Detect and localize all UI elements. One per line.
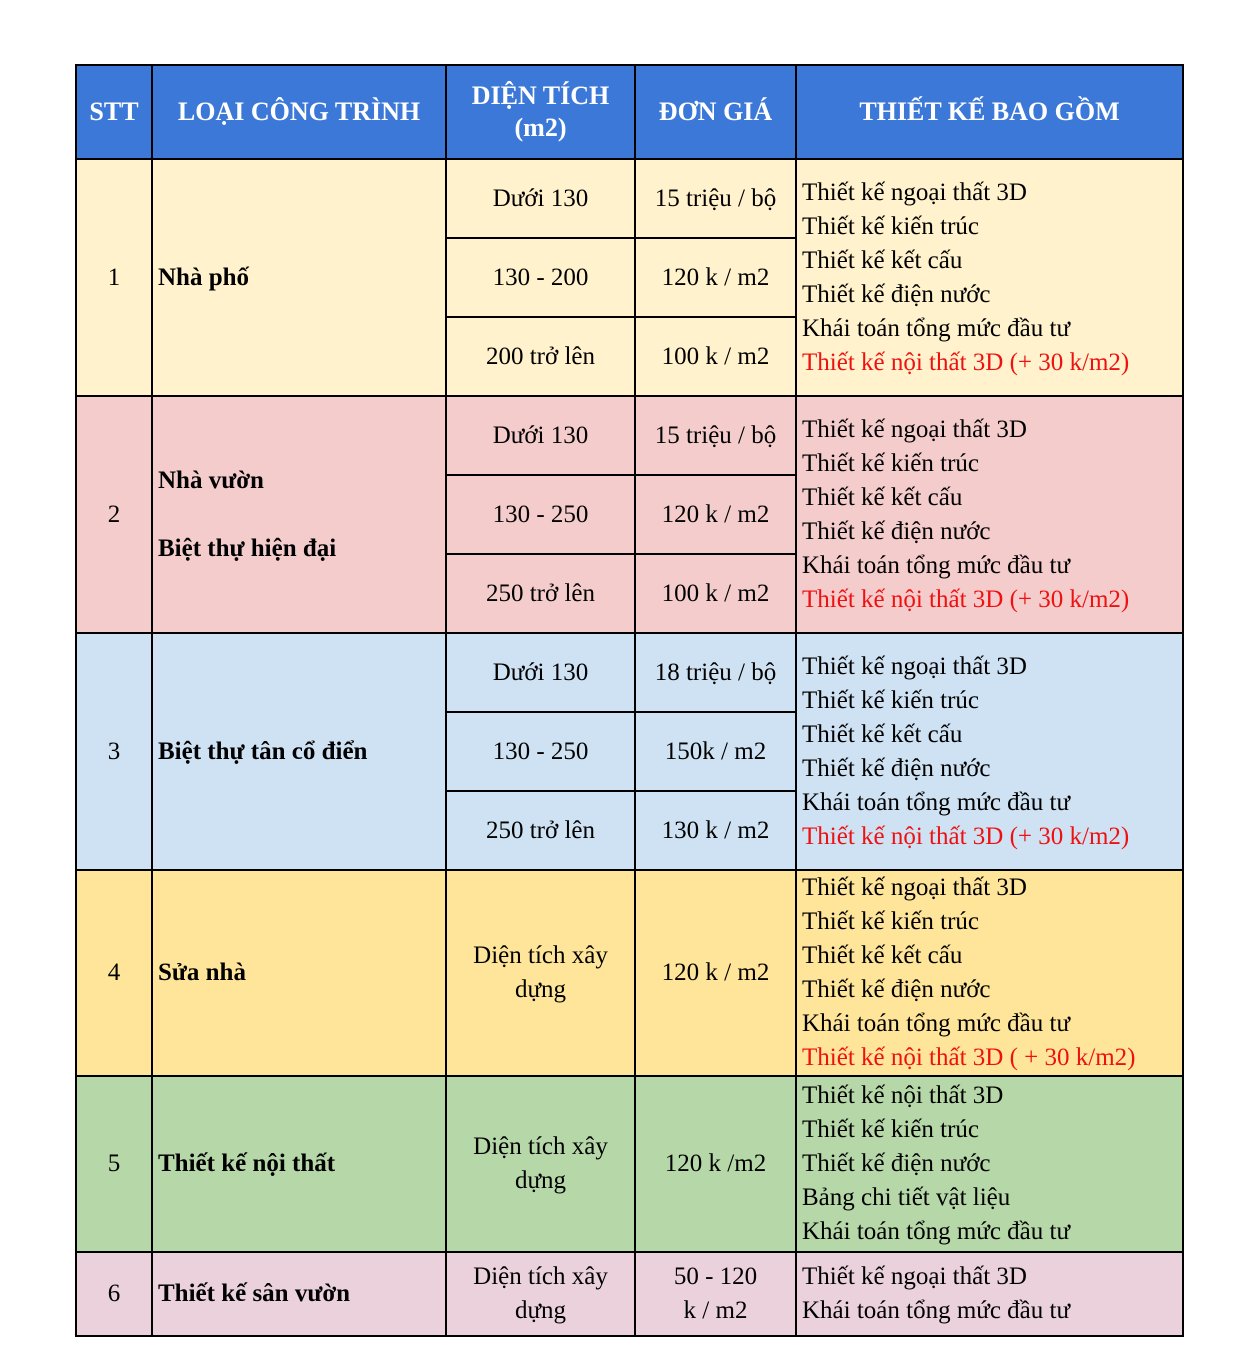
includes-cell [796, 1252, 1183, 1336]
area-cell: 200 trở lên [446, 317, 635, 396]
include-item: Thiết kế kết cấu [802, 483, 963, 511]
price-cell: 120 k / m2 [635, 238, 796, 317]
table-row [76, 159, 1183, 238]
include-item: Thiết kế kết cấu [802, 720, 963, 748]
include-item: Thiết kế ngoại thất 3D [802, 652, 1027, 680]
price-cell: 120 k / m2 [635, 475, 796, 554]
header-don-gia: ĐƠN GIÁ [635, 65, 796, 159]
include-item: Khái toán tổng mức đầu tư [802, 1010, 1071, 1037]
stt-cell: 6 [76, 1252, 152, 1336]
area-cell: Diện tích xây dựng [446, 870, 635, 1076]
table-row [76, 1252, 1183, 1336]
type-cell [152, 1252, 446, 1336]
type-label: Nhà vườn [158, 466, 264, 494]
include-item: Khái toán tổng mức đầu tư [802, 1218, 1071, 1245]
include-extra: Thiết kế nội thất 3D (+ 30 k/m2) [802, 822, 1130, 850]
include-item: Thiết kế kiến trúc [802, 1116, 980, 1143]
type-label: Sửa nhà [158, 959, 246, 986]
header-stt: STT [76, 65, 152, 159]
stt-cell: 1 [76, 159, 152, 396]
include-item: Bảng chi tiết vật liệu [802, 1184, 1011, 1211]
price-cell: 150k / m2 [635, 712, 796, 791]
price-cell: 18 triệu / bộ [635, 633, 796, 712]
table-row [76, 1076, 1183, 1252]
type-label: Biệt thự tân cổ điển [158, 737, 368, 765]
area-cell: 130 - 250 [446, 712, 635, 791]
include-item: Khái toán tổng mức đầu tư [802, 551, 1071, 579]
include-item: Thiết kế kết cấu [802, 246, 963, 274]
includes-cell [796, 633, 1183, 870]
include-item: Thiết kế nội thất 3D [802, 1082, 1004, 1109]
include-item: Thiết kế ngoại thất 3D [802, 415, 1027, 443]
include-item: Khái toán tổng mức đầu tư [802, 788, 1071, 816]
include-item: Thiết kế điện nước [802, 280, 991, 308]
include-item: Thiết kế kết cấu [802, 942, 963, 969]
include-extra: Thiết kế nội thất 3D ( + 30 k/m2) [802, 1044, 1136, 1071]
type-cell [152, 159, 446, 396]
price-cell: 100 k / m2 [635, 554, 796, 633]
stt-cell: 5 [76, 1076, 152, 1252]
price-cell: 130 k / m2 [635, 791, 796, 870]
table-row [76, 633, 1183, 712]
header-dien-tich: DIỆN TÍCH (m2) [446, 65, 635, 159]
includes-cell [796, 396, 1183, 633]
include-item: Thiết kế kiến trúc [802, 908, 980, 935]
type-label: Nhà phố [158, 263, 250, 291]
area-cell: Diện tích xây dựng [446, 1076, 635, 1252]
include-item: Thiết kế kiến trúc [802, 686, 980, 714]
header-thiet-ke-bao-gom: THIẾT KẾ BAO GỒM [796, 65, 1183, 159]
type-cell [152, 633, 446, 870]
area-cell: Dưới 130 [446, 159, 635, 238]
include-item: Khái toán tổng mức đầu tư [802, 314, 1071, 342]
pricing-table [75, 64, 1184, 1337]
price-cell: 120 k /m2 [635, 1076, 796, 1252]
stt-cell: 3 [76, 633, 152, 870]
price-cell: 15 triệu / bộ [635, 159, 796, 238]
area-cell: Diện tích xây dựng [446, 1252, 635, 1336]
include-item: Thiết kế điện nước [802, 976, 991, 1003]
type-cell [152, 396, 446, 633]
include-item: Thiết kế kiến trúc [802, 449, 980, 477]
include-item: Thiết kế ngoại thất 3D [802, 178, 1027, 206]
type-cell [152, 870, 446, 1076]
area-cell: Dưới 130 [446, 396, 635, 475]
includes-cell [796, 1076, 1183, 1252]
price-cell: 15 triệu / bộ [635, 396, 796, 475]
include-item: Thiết kế điện nước [802, 754, 991, 782]
includes-cell [796, 159, 1183, 396]
area-cell: 130 - 250 [446, 475, 635, 554]
include-item: Thiết kế ngoại thất 3D [802, 874, 1027, 901]
stt-cell: 2 [76, 396, 152, 633]
include-item: Thiết kế điện nước [802, 517, 991, 545]
price-cell: 120 k / m2 [635, 870, 796, 1076]
include-item: Thiết kế kiến trúc [802, 212, 980, 240]
type-label: Thiết kế nội thất [158, 1150, 336, 1177]
include-item: Thiết kế ngoại thất 3D [802, 1263, 1027, 1290]
include-item: Thiết kế điện nước [802, 1150, 991, 1177]
table-row [76, 870, 1183, 1076]
table-row [76, 396, 1183, 475]
type-label: Thiết kế sân vườn [158, 1280, 351, 1307]
header-loai-cong-trinh: LOẠI CÔNG TRÌNH [152, 65, 446, 159]
type-label: Biệt thự hiện đại [158, 534, 337, 562]
area-cell: 250 trở lên [446, 791, 635, 870]
area-cell: 130 - 200 [446, 238, 635, 317]
area-cell: Dưới 130 [446, 633, 635, 712]
includes-cell [796, 870, 1183, 1076]
price-cell: 100 k / m2 [635, 317, 796, 396]
type-cell [152, 1076, 446, 1252]
price-cell: 50 - 120 k / m2 [635, 1252, 796, 1336]
include-item: Khái toán tổng mức đầu tư [802, 1297, 1071, 1324]
area-cell: 250 trở lên [446, 554, 635, 633]
include-extra: Thiết kế nội thất 3D (+ 30 k/m2) [802, 585, 1130, 613]
include-extra: Thiết kế nội thất 3D (+ 30 k/m2) [802, 348, 1130, 376]
header-row [76, 65, 1183, 159]
stt-cell: 4 [76, 870, 152, 1076]
